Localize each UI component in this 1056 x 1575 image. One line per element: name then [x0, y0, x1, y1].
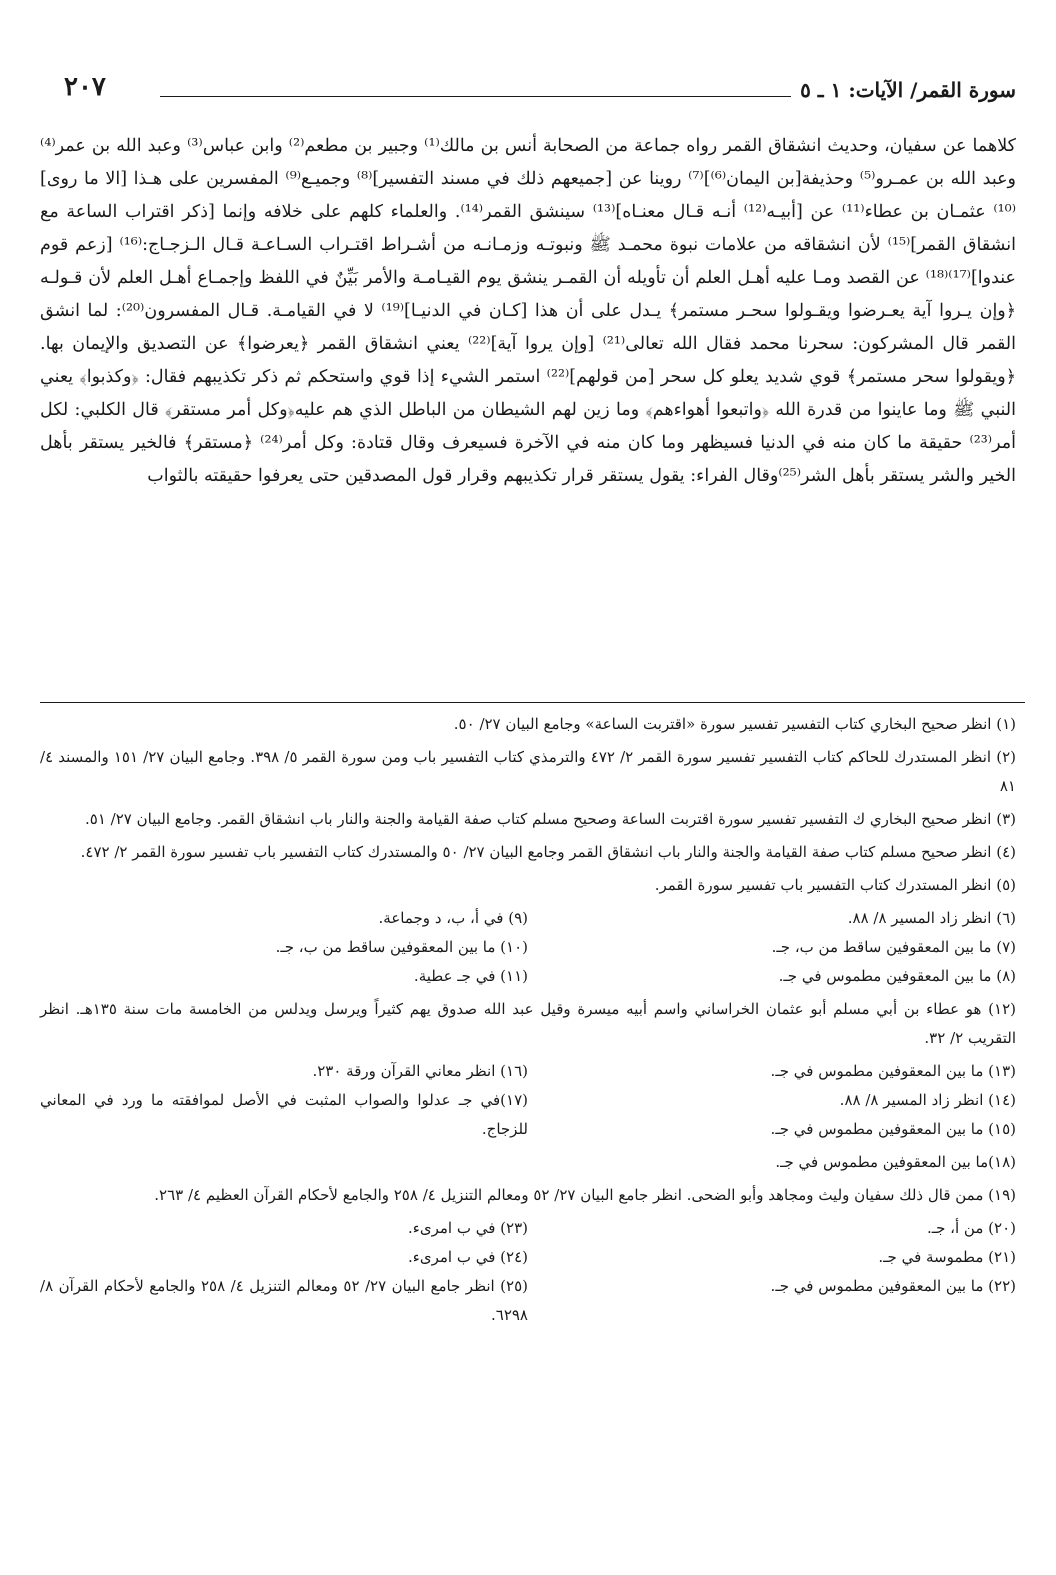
footnote-columns [40, 1214, 1016, 1330]
footnote-column-left [40, 1214, 528, 1330]
header-rule [160, 96, 791, 97]
footnote-separator [40, 702, 1025, 703]
footnote: (١٢) هو عطاء بن أبي مسلم أبو عثمان الخراساني واسم أبيه ميسرة وقيل عبد الله صدوق يهم كثيراً ويرسل ويدلس من الخامسة مات سنة ١٣٥هـ. انظر التقريب ٢/ ٣٢. [40, 1000, 1016, 1047]
footnotes [40, 710, 1016, 1334]
footnote: (٤) انظر صحيح مسلم كتاب صفة القيامة والجنة والنار باب انشقاق القمر وجامع البيان ٢٧/ ٥٠ والمستدرك كتاب التفسير باب تفسير سورة القمر ٢/ ٤٧٢. [80, 843, 1016, 861]
footnote: (٥) انظر المستدرك كتاب التفسير باب تفسير سورة القمر. [654, 876, 1016, 894]
footnote-columns [40, 1057, 1016, 1144]
footnote: (٢١) مطموسة في جـ. [878, 1248, 1016, 1266]
page-header [40, 74, 1016, 114]
footnote: (٧) ما بين المعقوفين ساقط من ب، جـ. [771, 938, 1016, 956]
footnote: (٢) انظر المستدرك للحاكم كتاب التفسير تفسير سورة القمر ٢/ ٤٧٢ والترمذي كتاب التفسير باب ومن سورة القمر ٥/ ٣٩٨. وجامع البيان ٢٧/ ١٥١ والمسند ٤/ ٨١ [40, 748, 1016, 795]
footnote: (١٨)ما بين المعقوفين مطموس في جـ. [775, 1153, 1016, 1171]
footnote: (١٩) ممن قال ذلك سفيان وليث ومجاهد وأبو الضحى. انظر جامع البيان ٢٧/ ٥٢ ومعالم التنزيل ٤/ ٢٥٨ والجامع لأحكام القرآن العظيم ٤/ ٢٦٣. [154, 1186, 1016, 1204]
footnote: (٢٠) من أ، جـ. [926, 1219, 1016, 1237]
footnote: (٨) ما بين المعقوفين مطموس في جـ. [778, 967, 1016, 985]
page-number: ٢٠٧ [64, 72, 106, 102]
footnote: (٢٢) ما بين المعقوفين مطموس في جـ. [770, 1277, 1016, 1295]
footnote: (٣) انظر صحيح البخاري ك التفسير تفسير سورة اقتربت الساعة وصحيح مسلم كتاب صفة القيامة والجنة والنار باب انشقاق القمر. وجامع البيان ٢٧/ ٥١. [84, 810, 1016, 828]
footnote: (٢٣) في ب امرىء. [408, 1219, 528, 1237]
footnote: (١٤) انظر زاد المسير ٨/ ٨٨. [839, 1091, 1016, 1109]
footnote-column-right [528, 1057, 1016, 1144]
footnote-column-right [528, 904, 1016, 991]
footnote: (١٣) ما بين المعقوفين مطموس في جـ. [770, 1062, 1016, 1080]
chapter-title: سورة القمر/ الآيات: ١ ـ ٥ [800, 78, 1016, 102]
footnote: (٦) انظر زاد المسير ٨/ ٨٨. [847, 909, 1016, 927]
footnote: (٢٥) انظر جامع البيان ٢٧/ ٥٢ ومعالم التنزيل ٤/ ٢٥٨ والجامع لأحكام القرآن ٨/ ٦٢٩٨. [40, 1277, 529, 1324]
footnote-column-left [40, 1057, 528, 1144]
footnote: (١١) في جـ عطية. [413, 967, 528, 985]
footnote: (٢٤) في ب امرىء. [408, 1248, 528, 1266]
footnote: (١٠) ما بين المعقوفين ساقط من ب، جـ. [275, 938, 528, 956]
footnote: (١٦) انظر معاني القرآن ورقة ٢٣٠. [312, 1062, 528, 1080]
footnote-column-left [40, 904, 528, 991]
footnote-columns [40, 904, 1016, 991]
footnote-column-right [528, 1214, 1016, 1330]
footnote: (٩) في أ، ب، د وجماعة. [378, 909, 528, 927]
footnote: (١٥) ما بين المعقوفين مطموس في جـ. [770, 1120, 1016, 1138]
footnote: (١) انظر صحيح البخاري كتاب التفسير تفسير سورة «اقتربت الساعة» وجامع البيان ٢٧/ ٥٠. [453, 715, 1016, 733]
body-paragraph: كلاهما عن سفيان، وحديث انشقاق القمر رواه جماعة من الصحابة أنس بن مالك⁽¹⁾ وجبير بن مطعم⁽²⁾ وابن عباس⁽³⁾ وعبد الله بن عمر⁽⁴⁾ وعبد الله بن عمـرو⁽⁵⁾ وحذيفة[بن اليمان⁽⁶⁾]⁽⁷⁾ روينا عن [جميعهم ذلك في مسند التفسير]⁽⁸⁾ وجميـع⁽⁹⁾ المفسرين على هـذا [الا ما روى]⁽¹⁰⁾ عثمـان بن عطاء⁽¹¹⁾ عن [أبيـه⁽¹²⁾ أنـه قـال معنـاه]⁽¹³⁾ سينشق القمر⁽¹⁴⁾. والعلماء كلهم على خلافه وإنما [ذكر اقتراب الساعة مع انشقاق القمر]⁽¹⁵⁾ لأن انشقاقه من علامات نبوة محمـد ﷺ ونبوتـه وزمـانـه من أشـراط اقتـراب السـاعـة قـال الـزجـاج:⁽¹⁶⁾ [زعم قوم عندوا]⁽¹⁷⁾⁽¹⁸⁾ عن القصد ومـا عليه أهـل العلم أن تأويله أن القمـر ينشق يوم القيـامـة والأمر بَيِّنٌ في اللفظ وإجمـاع أهـل العلم لأن قـولـه ﴿وإن يـروا آية يعـرضوا ويقـولوا سحـر مستمر﴾ يـدل على أن هذا [كـان في الدنيـا]⁽¹⁹⁾ لا في القيامـة. قـال المفسرون⁽²⁰⁾: لما انشق القمر قال المشركون: سحرنا محمد فقال الله تعالى⁽²¹⁾ [وإن يروا آية]⁽²²⁾ يعني انشقاق القمر ﴿يعرضوا﴾ عن التصديق والإيمان بها.﴿ويقولوا سحر مستمر﴾ قوي شديد يعلو كل سحر [من قولهم]⁽²²⁾ استمر الشيء إذا قوي واستحكم ثم ذكر تكذيبهم فقال: ﴿وكذبوا﴾ يعني النبي ﷺ وما عاينوا من قدرة الله ﴿واتبعوا أهواءهم﴾ وما زين لهم الشيطان من الباطل الذي هم عليه﴿وكل أمر مستقر﴾ قال الكلبي: لكل أمر⁽²³⁾ حقيقة ما كان منه في الدنيا فسيظهر وما كان منه في الآخرة فسيعرف وقال قتادة: وكل أمر⁽²⁴⁾ ﴿مستقر﴾ فالخير يستقر بأهل الخير والشر يستقر بأهل الشر⁽²⁵⁾وقال الفراء: يقول يستقر قرار تكذيبهم وقرار قول المصدقين حتى يعرفوا حقيقته بالثواب [40, 136, 1017, 486]
footnote: (١٧)في جـ عدلوا والصواب المثبت في الأصل لموافقته ما ورد في المعاني للزجاج. [40, 1091, 528, 1138]
main-text [40, 130, 1016, 493]
